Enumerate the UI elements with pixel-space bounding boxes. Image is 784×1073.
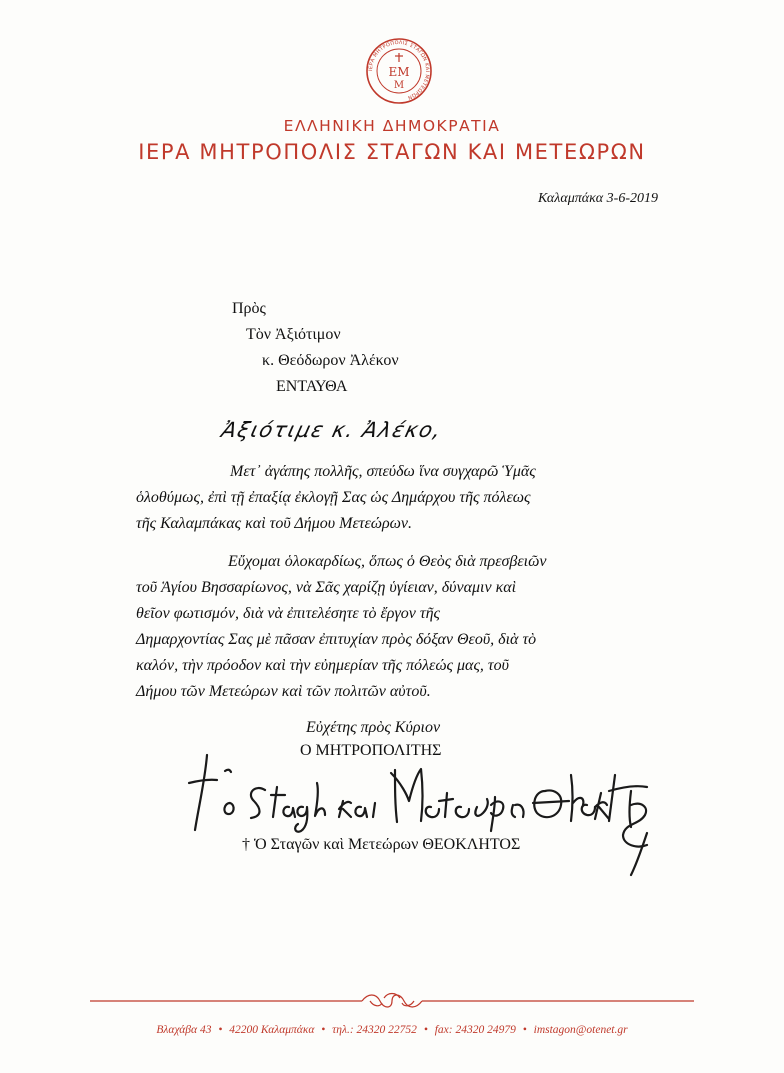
signer-name: † Ὁ Σταγῶν καὶ Μετεώρων ΘΕΟΚΛΗΤΟΣ	[242, 836, 521, 853]
address-line-location: ΕΝΤΑΥΘΑ	[276, 378, 348, 395]
handwritten-signature-icon	[185, 735, 665, 895]
svg-text:ΕΜ: ΕΜ	[388, 65, 410, 79]
paragraph-line: Εὔχομαι ὁλοκαρδίως, ὅπως ὁ Θεὸς διὰ πρεσβειῶν	[228, 553, 547, 570]
metropolis-title: ΙΕΡΑ ΜΗΤΡΟΠΟΛΙΣ ΣΤΑΓΩΝ ΚΑΙ ΜΕΤΕΩΡΩΝ	[138, 140, 646, 164]
metropolis-seal-icon	[364, 36, 434, 106]
footer-separator: •	[218, 1024, 223, 1036]
paragraph-line: ὁλοθύμως, ἐπὶ τῇ ἐπαξίᾳ ἐκλογῇ Σας ὡς Δημάρχου τῆς πόλεως	[136, 489, 531, 506]
footer-city: 42200 Καλαμπάκα	[229, 1024, 315, 1036]
footer-separator: •	[423, 1024, 428, 1036]
footer-separator: •	[522, 1024, 527, 1036]
address-line-name: κ. Θεόδωρον Ἀλέκον	[262, 352, 399, 369]
paragraph-line: τοῦ Ἁγίου Βησσαρίωνος, νὰ Σᾶς χαρίζῃ ὑγίειαν, δύναμιν καὶ	[136, 579, 517, 596]
salutation: Ἀξιότιμε κ. Ἀλέκο,	[219, 418, 445, 442]
address-line-title: Τὸν Ἀξιότιμον	[246, 326, 341, 343]
republic-title: ΕΛΛΗΝΙΚΗ ΔΗΜΟΚΡΑΤΙΑ	[283, 117, 501, 135]
letter-date: Καλαμπάκα 3-6-2019	[538, 191, 658, 206]
footer-fax: fax: 24320 24979	[434, 1024, 516, 1036]
closing-title: Ο ΜΗΤΡΟΠΟΛΙΤΗΣ	[300, 742, 442, 759]
paragraph-line: καλόν, τὴν πρόοδον καὶ τὴν εὐημερίαν τῆς πόλεώς μας, τοῦ	[136, 657, 509, 674]
closing-phrase: Εὐχέτης πρὸς Κύριον	[306, 719, 441, 736]
paragraph-line: τῆς Καλαμπάκας καὶ τοῦ Δήμου Μετεώρων.	[136, 515, 413, 532]
footer-separator: •	[321, 1024, 326, 1036]
footer-address: Βλαχάβα 43	[156, 1024, 212, 1036]
svg-text:Μ: Μ	[393, 80, 405, 91]
paragraph-line: θεῖον φωτισμόν, διὰ νὰ ἐπιτελέσητε τὸ ἔργον τῆς	[136, 605, 440, 622]
paragraph-line: Δημαρχοντίας Σας μὲ πᾶσαν ἐπιτυχίαν πρὸς δόξαν Θεοῦ, διὰ τὸ	[136, 631, 537, 648]
address-line-to: Πρὸς	[232, 300, 266, 317]
svg-text:ΙΕΡΑ ΜΗΤΡΟΠΟΛΙΣ ΣΤΑΓΩΝ ΚΑΙ ΜΕΤ: ΙΕΡΑ ΜΗΤΡΟΠΟΛΙΣ ΣΤΑΓΩΝ ΚΑΙ ΜΕΤΕΩΡΩΝ	[367, 39, 431, 101]
footer-contact	[0, 1024, 784, 1036]
footer-email[interactable]: imstagon@otenet.gr	[533, 1024, 628, 1036]
ornamental-rule-icon	[0, 986, 784, 1016]
paragraph-line: Δήμου τῶν Μετεώρων καὶ τῶν πολιτῶν αὐτοῦ.	[136, 683, 431, 700]
footer-phone: τηλ.: 24320 22752	[332, 1024, 417, 1036]
paragraph-line: Μετ᾽ ἀγάπης πολλῆς, σπεύδω ἵνα συγχαρῶ Ὑμᾶς	[230, 463, 536, 480]
